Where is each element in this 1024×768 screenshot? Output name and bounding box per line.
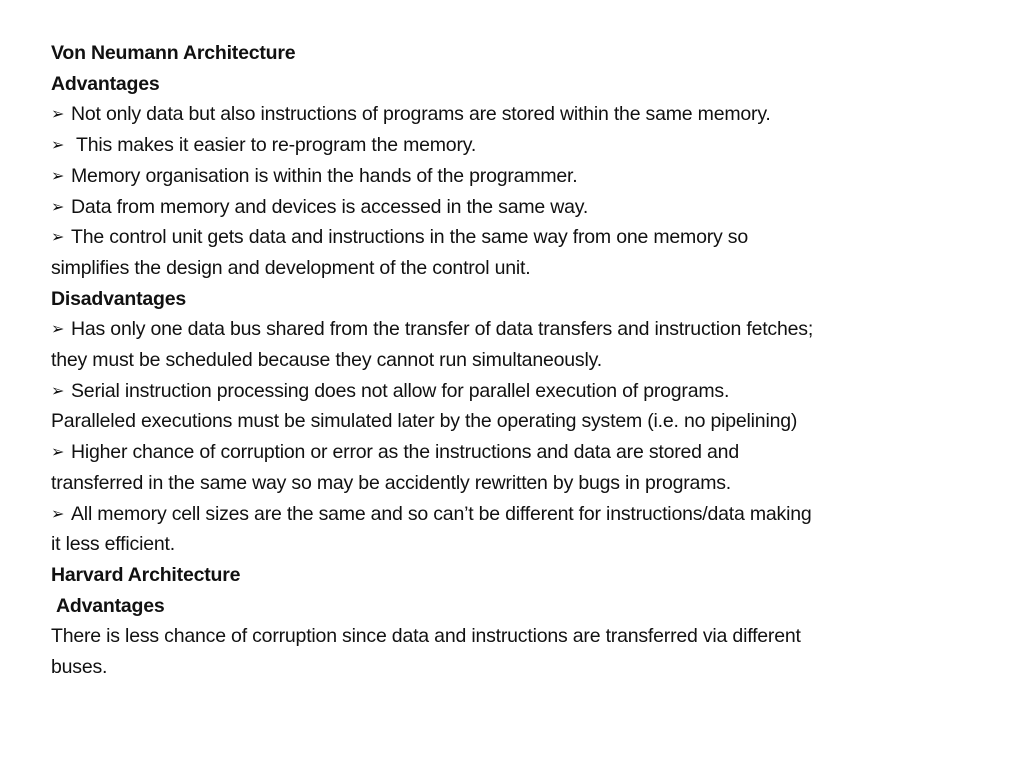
slide-content	[51, 38, 1001, 683]
title-harvard: Harvard Architecture	[51, 563, 241, 586]
bullet-text: Serial instruction processing does not allow for parallel execution of programs.	[71, 379, 730, 402]
arrow-bullet-icon: ➢	[51, 104, 65, 124]
bullet-text: This makes it easier to re-program the memory.	[76, 134, 477, 157]
arrow-bullet-icon: ➢	[51, 319, 65, 339]
bullet-item	[51, 222, 1001, 253]
bullet-continuation: Paralleled executions must be simulated later by the operating system (i.e. no pipelining)	[51, 410, 798, 433]
bullet-text: Data from memory and devices is accessed in the same way.	[71, 195, 589, 218]
bullet-item	[51, 192, 1001, 223]
bullet-item	[51, 499, 1001, 530]
harvard-text-line: buses.	[51, 656, 108, 679]
arrow-bullet-icon: ➢	[51, 196, 65, 216]
arrow-bullet-icon: ➢	[51, 227, 65, 247]
arrow-bullet-icon: ➢	[51, 165, 65, 185]
bullet-item	[51, 130, 1001, 161]
bullet-continuation: transferred in the same way so may be accidently rewritten by bugs in programs.	[51, 471, 732, 494]
bullet-item	[51, 161, 1001, 192]
heading-harvard-advantages: Advantages	[56, 594, 165, 617]
bullet-item	[51, 314, 1001, 345]
harvard-text-line: There is less chance of corruption since data and instructions are transferred via different	[51, 625, 801, 648]
bullet-item	[51, 376, 1001, 407]
bullet-text: The control unit gets data and instructions in the same way from one memory so	[71, 226, 748, 249]
arrow-bullet-icon: ➢	[51, 503, 65, 523]
arrow-bullet-icon: ➢	[51, 442, 65, 462]
bullet-item	[51, 437, 1001, 468]
title-von-neumann: Von Neumann Architecture	[51, 42, 296, 64]
bullet-text: Memory organisation is within the hands of the programmer.	[71, 164, 578, 187]
bullet-text: Higher chance of corruption or error as the instructions and data are stored and	[71, 441, 739, 464]
bullet-text: Has only one data bus shared from the transfer of data transfers and instruction fetches;	[71, 318, 814, 341]
heading-vn-advantages: Advantages	[51, 72, 160, 95]
heading-vn-disadvantages: Disadvantages	[51, 287, 187, 310]
bullet-text: All memory cell sizes are the same and so can’t be different for instructions/data making	[71, 502, 812, 525]
bullet-item	[51, 99, 1001, 130]
bullet-continuation: it less efficient.	[51, 533, 175, 556]
bullet-continuation: they must be scheduled because they cannot run simultaneously.	[51, 349, 602, 372]
arrow-bullet-icon: ➢	[51, 135, 65, 155]
bullet-continuation: simplifies the design and development of the control unit.	[51, 256, 531, 279]
bullet-text: Not only data but also instructions of programs are stored within the same memory.	[71, 103, 771, 126]
arrow-bullet-icon: ➢	[51, 380, 65, 400]
